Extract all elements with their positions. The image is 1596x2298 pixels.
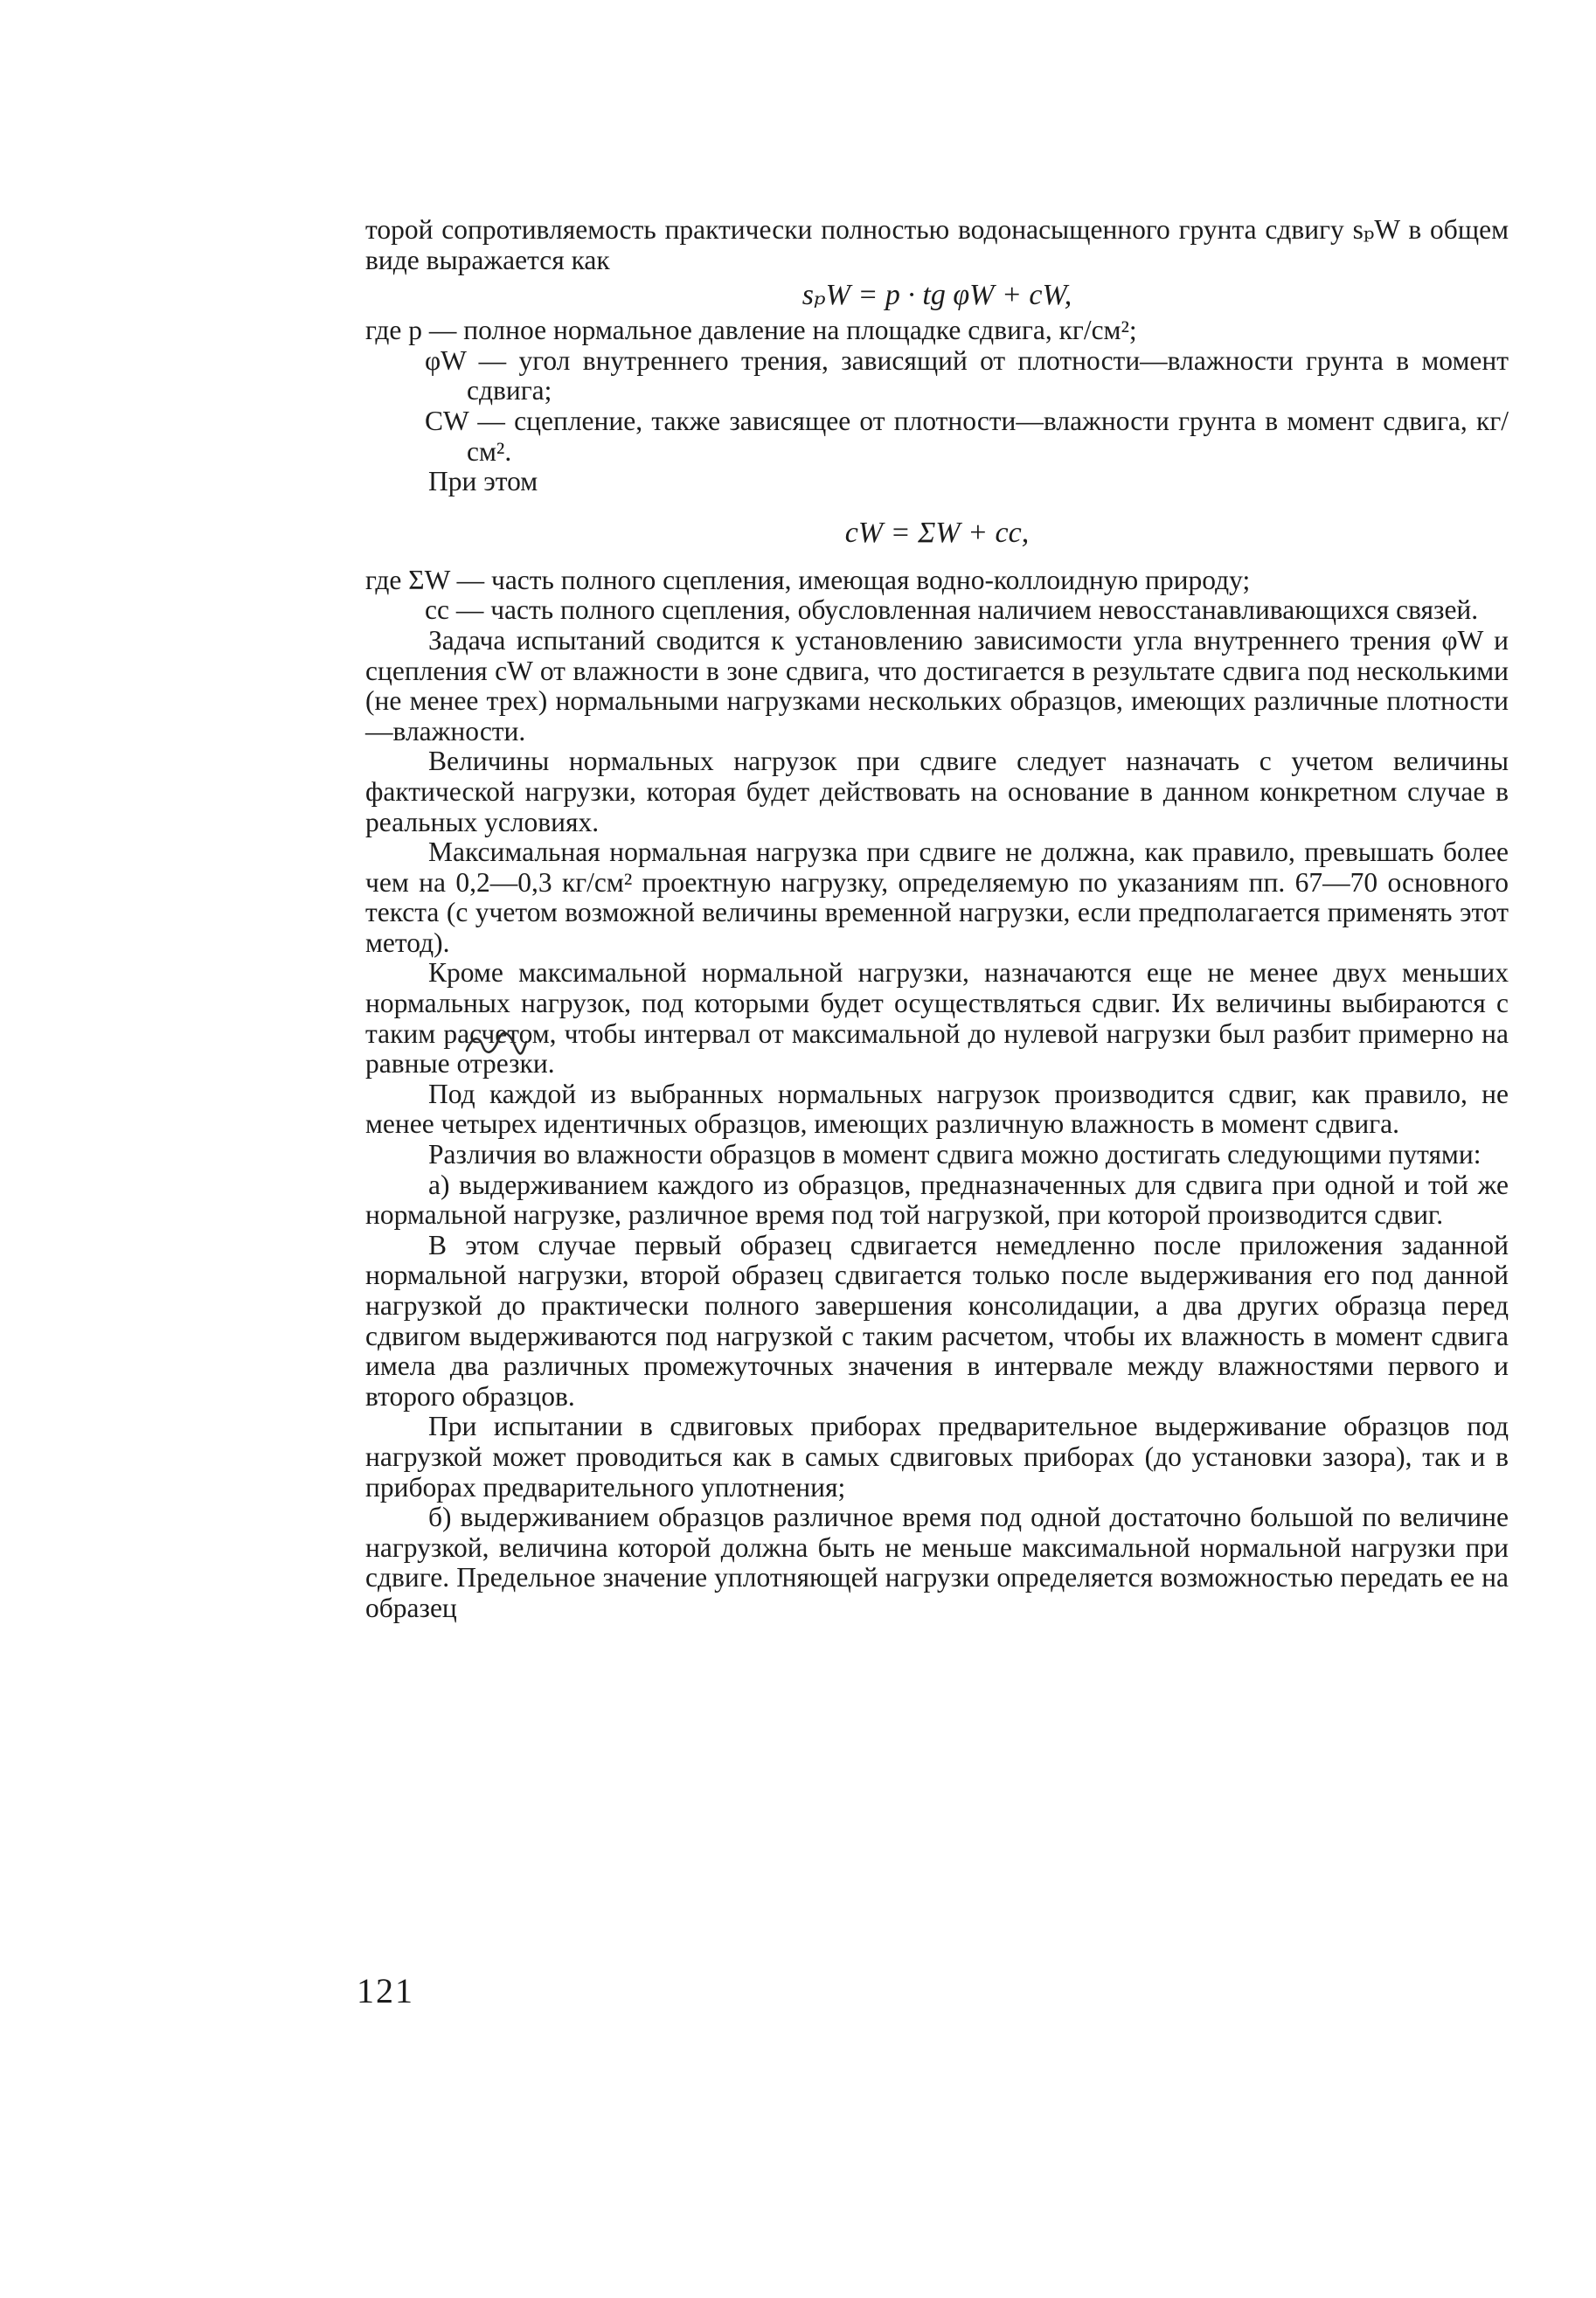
definition-c: CW — сцепление, также зависящее от плотности—влажности грунта в момент сдвига, кг/см². bbox=[425, 405, 1509, 467]
paragraph-normal-loads: Величины нормальных нагрузок при сдвиге следует назначать с учетом величины фактической нагрузки, которая будет действовать на основание в данном конкретном случае в реальных условиях. bbox=[365, 746, 1509, 837]
definition-phi: φW — угол внутреннего трения, зависящий от плотности—влажности грунта в момент сдвига; bbox=[425, 344, 1509, 406]
paragraph-task: Задача испытаний сводится к установлению зависимости угла внутреннего трения φW и сцепления cW от влажности в зоне сдвига, что достигается в результате сдвига под несколькими (не менее трех) нормальными нагрузками нескольких образцов, имеющих различные плотности—влажности. bbox=[365, 624, 1509, 746]
paragraph-method-b: б) выдерживанием образцов различное время под одной достаточно большой по величине нагрузкой, величина которой должна быть не меньше максимальной нормальной нагрузки при сдвиге. Предельное значение уплотняющей нагрузки определяется возможностью передать ее на образец bbox=[365, 1502, 1509, 1623]
paragraph-intro: торой сопротивляемость практически полностью водонасыщенного грунта сдвигу sₚW в общем виде выражается как bbox=[365, 214, 1509, 275]
paragraph-moisture-differences: Различия во влажности образцов в момент сдвига можно достигать следующими путями: bbox=[428, 1139, 1482, 1170]
page-number: 121 bbox=[357, 1971, 414, 2010]
paragraph-pri-etom: При этом bbox=[428, 466, 538, 497]
definition-p: где p — полное нормальное давление на площадке сдвига, кг/см²; bbox=[365, 315, 1137, 346]
paragraph-method-a: а) выдерживанием каждого из образцов, предназначенных для сдвига при одной и той же нормальной нагрузке, различное время под той нагрузкой, при которой производится сдвиг. bbox=[365, 1169, 1509, 1231]
paragraph-first-sample: В этом случае первый образец сдвигается немедленно после приложения заданной нормальной нагрузки, второй образец сдвигается только после выдерживания его под данной нагрузкой до практически полного завершения консолидации, а два других образца перед сдвигом выдерживаются под нагрузкой с таким расчетом, чтобы их влажность в момент сдвига имела два различных промежуточных значения в интервале между влажностями первого и второго образцов. bbox=[365, 1229, 1509, 1412]
paragraph-each-load: Под каждой из выбранных нормальных нагрузок производится сдвиг, как правило, не менее четырех идентичных образцов, имеющих различную влажность в момент сдвига. bbox=[365, 1078, 1509, 1140]
definition-cc: cc — часть полного сцепления, обусловленная наличием невосстанавливающихся связей. bbox=[425, 594, 1479, 626]
paragraph-max-load: Максимальная нормальная нагрузка при сдвиге не должна, как правило, превышать более чем на 0,2—0,3 кг/см² проектную нагрузку, определяемую по указаниям пп. 67—70 основного текста (с учетом возможной величины временной нагрузки, если предполагается применять этот метод). bbox=[365, 837, 1509, 958]
paragraph-additional-loads: Кроме максимальной нормальной нагрузки, назначаются еще не менее двух меньших нормальных нагрузок, под которыми будет осуществляться сдвиг. Их величины выбираются с таким расчетом, чтобы интервал от максимальной до нулевой нагрузки был разбит примерно на равные отрезки. bbox=[365, 957, 1509, 1080]
body-text bbox=[365, 215, 1509, 1624]
paragraph-shear-devices: При испытании в сдвиговых приборах предварительное выдерживание образцов под нагрузкой может проводиться как в самых сдвиговых приборах (до установки зазора), так и в приборах предварительного уплотнения; bbox=[365, 1411, 1509, 1503]
definition-sigma: где ΣW — часть полного сцепления, имеющая водно-коллоидную природу; bbox=[365, 564, 1251, 595]
formula-cohesion: cW = ΣW + cc, bbox=[844, 516, 1030, 549]
formula-shear-resistance: sₚW = p · tg φW + cW, bbox=[801, 279, 1072, 312]
